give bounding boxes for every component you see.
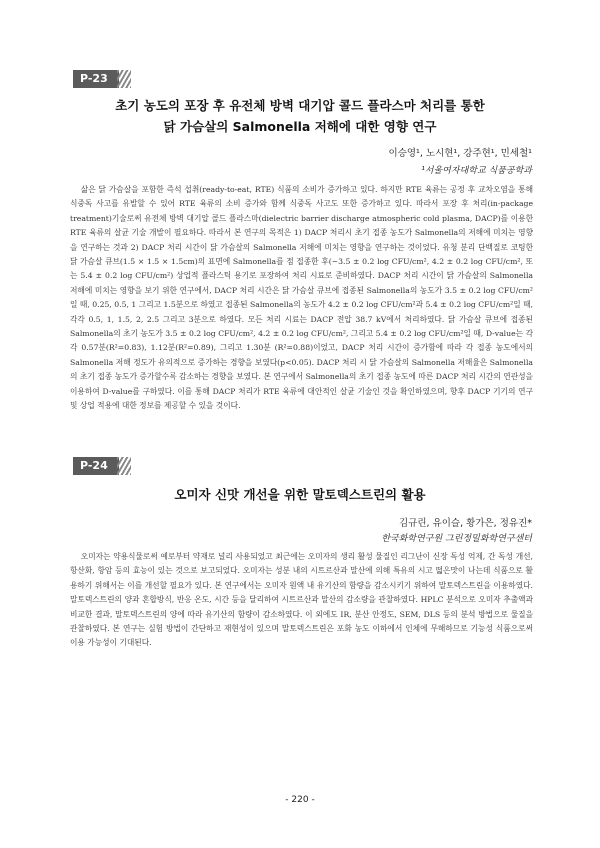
paper-abstract: 삶은 닭 가슴살을 포함한 즉석 섭취(ready-to-eat, RTE) 식품의 소비가 증가하고 있다. 하지만 RTE 육류는 공정 후 교차오염을 통해 식중독 사고를 유발할 수 있어 RTE 육류의 소비 증가와 함께 식중독 사고도 또한 증가하고 있다. 따라서 포장 후 처리(in-package treatment)기술로써 유전체 방벽 대기압 콜드 플라스마(dielectric barrier discharge atmospheric cold plasma, DACP)를 이용한 RTE 육류의 살균 기술 개발이 필요하다. 따라서 본 연구의 목적은 1) DACP 처리시 초기 접종 농도가 Salmonella의 저해에 미치는 영향을 연구하는 것과 2) DACP 처리 시간이 닭 가슴살의 Salmonella 저해에 미치는 영향을 연구하는 것이었다. 유청 분리 단백질로 코팅한 닭 가슴살 큐브(1.5 × 1.5 × 1.5cm)의 표면에 Salmonella를 점 접종한 후(~3.5 ± 0.2 log CFU/cm², 4.2 ± 0.2 log CFU/cm², 또는 5.4 ± 0.2 log CFU/cm²) 상업적 플라스틱 용기로 포장하여 처리 시료로 준비하였다. DACP 처리 시간이 닭 가슴살의 Salmonella 저해에 미치는 영향을 보기 위한 연구에서, DACP 처리 시간은 닭 가슴살 큐브에 접종된 Salmonella의 농도가 3.5 ± 0.2 log CFU/cm²일 때, 0.25, 0.5, 1 그리고 1.5분으로 하였고 접종된 Salmonella의 농도가 4.2 ± 0.2 log CFU/cm²과 5.4 ± 0.2 log CFU/cm²일 때, 각각 0.5, 1, 1.5, 2, 2.5 그리고 3분으로 하였다. 모든 처리 시료는 DACP 전압 38.7 kV에서 처리하였다. 닭 가슴살 큐브에 접종된 Salmonella의 초기 농도가 3.5 ± 0.2 log CFU/cm², 4.2 ± 0.2 log CFU/cm², 그리고 5.4 ± 0.2 log CFU/cm²일 때, D-value는 각각 0.57분(R²=0.83), 1.12분(R²=0.89), 그리고 1.30분 (R²=0.88)이었고, DACP 처리 시간이 증가함에 따라 각 접종 농도에서의 Salmonella 저해 정도가 유의적으로 증가하는 경향을 보였다(p<0.05). DACP 처리 시 닭 가슴살의 Salmonella 저해율은 Salmonella의 초기 접종 농도가 증가할수록 감소하는 경향을 보였다. 본 연구에서 Salmonella의 초기 접종 농도에 따른 DACP 처리 시간의 연관성을 이용하여 D-value를 구하였다. 이를 통해 DACP 처리가 RTE 육류에 대안적인 살균 기술인 것을 확인하였으며, 향후 DACP 기기의 연구 및 상업 적용에 대한 정보를 제공할 수 있을 것이다. bbox=[70, 185, 533, 411]
paper-title-line1: 초기 농도의 포장 후 유전체 방벽 대기압 콜드 플라스마 처리를 통한 bbox=[115, 98, 485, 113]
section-tag-p24 bbox=[73, 457, 119, 475]
page-number: - 220 - bbox=[285, 795, 315, 805]
tag-stripes-decoration bbox=[117, 70, 131, 88]
section-tag-p23 bbox=[73, 70, 119, 88]
paper-authors: 이승영¹, 노시현¹, 강주현¹, 민세철¹ bbox=[388, 148, 532, 159]
paper-title-line2: 닭 가슴살의 Salmonella 저해에 대한 영향 연구 bbox=[163, 119, 437, 134]
paper-abstract: 오미자는 약용식물로써 예로부터 약재로 널리 사용되었고 최근에는 오미자의 생리 활성 물질인 리그난이 신장 독성 억제, 간 독성 개선, 항산화, 항암 등의 효능이 있는 것으로 보고되었다. 오미자는 성분 내의 시트르산과 말산에 의해 특유의 시고 떫은맛이 나는데 식품으로 활용하기 위해서는 이를 개선할 필요가 있다. 본 연구에서는 오미자 원액 내 유기산의 함량을 감소시키기 위하여 말토덱스트린을 이용하였다. 말토덱스트린의 양과 혼합방식, 반응 온도, 시간 등을 달리하여 시트르산과 말산의 감소량을 관찰하였다. HPLC 분석으로 오미자 추출액과 비교한 결과, 말토덱스트린의 양에 따라 유기산의 함량이 감소하였다. 이 외에도 IR, 분산 안정도, SEM, DLS 등의 분석 방법으로 물질을 관찰하였다. 본 연구는 실험 방법이 간단하고 재현성이 있으며 말토덱스트린은 포화 농도 이하에서 인체에 무해하므로 기능성 식품으로써 이용 가능성이 기대된다. bbox=[70, 552, 533, 648]
paper-title-line1: 오미자 신맛 개선을 위한 말토덱스트린의 활용 bbox=[174, 487, 426, 502]
section-tag-label: P-24 bbox=[80, 459, 108, 472]
paper-affiliation: ¹서울여자대학교 식품공학과 bbox=[421, 166, 532, 176]
paper-affiliation: 한국화학연구원 그린정밀화학연구센터 bbox=[381, 534, 532, 544]
section-tag-label: P-23 bbox=[80, 72, 108, 85]
tag-stripes-decoration bbox=[117, 457, 131, 475]
paper-authors: 김규린, 유이슬, 황가은, 정유진* bbox=[399, 518, 532, 529]
